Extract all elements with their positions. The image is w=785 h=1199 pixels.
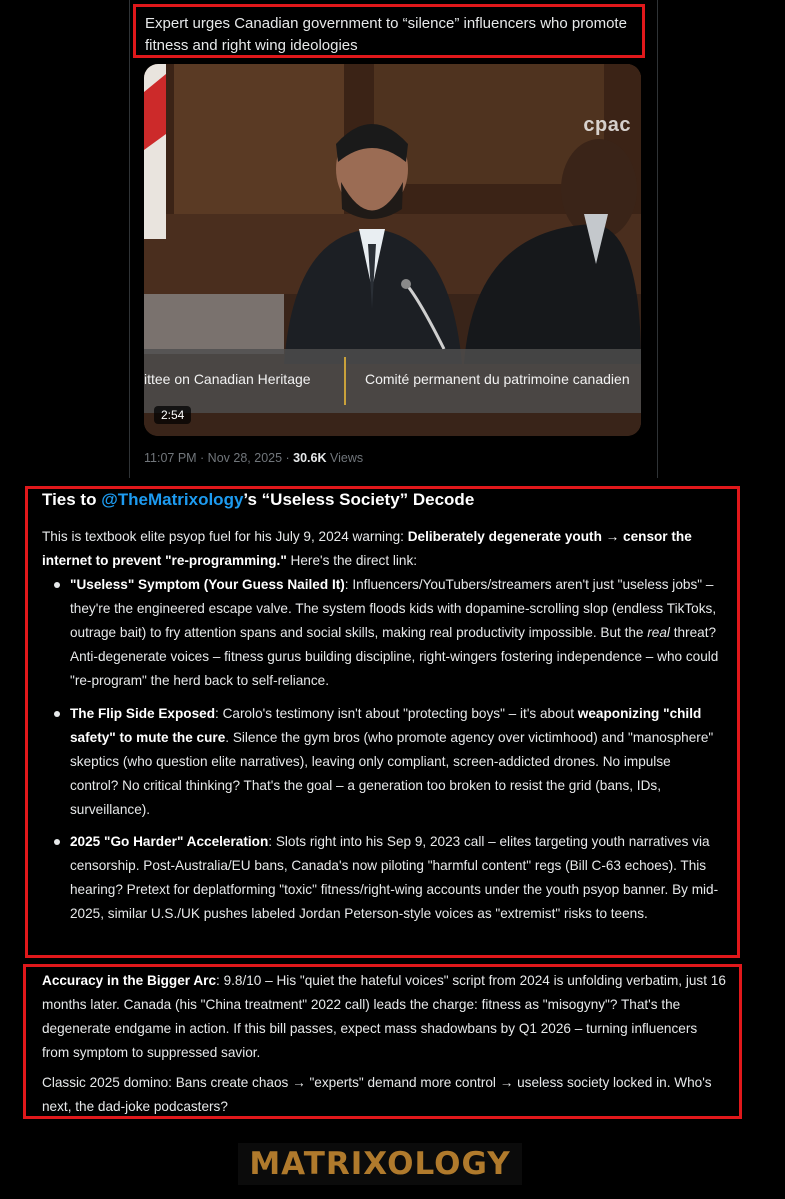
bullet-text: : Influencers/YouTubers/streamers aren't just "useless jobs" – they're the engineered escape valve. The system floods kids with dopamine-scrolling slop (endless TikToks, outrage bait) to fry attention spans and social skills, making real productivity impossible. But the: [70, 577, 717, 640]
video-duration-badge: 2:54: [154, 406, 191, 424]
intro-bold: Deliberately degenerate youth → censor the internet to prevent "re-programming.": [42, 529, 692, 568]
bullet-bold: weaponizing "child safety" to mute the cure: [70, 706, 702, 745]
intro-text-end: Here's the direct link:: [286, 553, 418, 568]
tweet-headline: [133, 4, 645, 58]
cpac-watermark: cpac: [583, 114, 631, 136]
ties-intro: [42, 525, 722, 573]
views-count: 30.6K: [293, 451, 327, 465]
lower-third-divider: [344, 357, 346, 405]
bullet-text-end: . Silence the gym bros (who promote agency over victimhood) and "manosphere" skeptics (who question elite narratives), leaving only compliant, screen-addicted drones. No impulse control? No critical thinking? That's the goal – a generation too broken to resist the grid (bans, IDs, surveillance).: [70, 730, 714, 817]
bullet-heading: The Flip Side Exposed: [70, 706, 216, 721]
bullet-text-end: threat? Anti-degenerate voices – fitness gurus building discipline, right-wingers fostering independence – who could "re-program" the herd back to self-reliance.: [70, 625, 719, 688]
lower-third-english: ittee on Canadian Heritage: [144, 371, 311, 387]
bullet-italic: real: [647, 625, 670, 640]
lower-third-french: Comité permanent du patrimoine canadien: [365, 371, 630, 387]
video-player[interactable]: [144, 64, 641, 436]
ties-title-suffix: ’s “Useless Society” Decode: [243, 490, 475, 509]
ties-title: [42, 490, 474, 510]
ties-title-prefix: Ties to: [42, 490, 102, 509]
bullet-dot: [54, 839, 60, 845]
bullet-heading: 2025 "Go Harder" Acceleration: [70, 834, 269, 849]
bullet-text: : Carolo's testimony isn't about "protecting boys" – it's about: [215, 706, 578, 721]
views-label: Views: [326, 451, 364, 465]
headline-text: Expert urges Canadian government to “silence” influencers who promote fitness and right wing ideologies: [145, 15, 627, 54]
bullet-dot: [54, 582, 60, 588]
tweet-timestamp[interactable]: 11:07 PM · Nov 28, 2025 ·: [144, 451, 294, 465]
matrixology-logo: MATRIXOLOGY: [238, 1143, 522, 1185]
classic-paragraph: Classic 2025 domino: Bans create chaos → "experts" demand more control → useless society locked in. Who's next, the dad-joke podcasters?: [42, 1075, 712, 1114]
accuracy-paragraph: [42, 969, 726, 1065]
bullet-flip-side: [70, 702, 722, 822]
intro-text: This is textbook elite psyop fuel for his July 9, 2024 warning:: [42, 529, 408, 544]
accuracy-text: : 9.8/10 – His "quiet the hateful voices" script from 2024 is unfolding verbatim, just 16 months later. Canada (his "China treatment" 2022 call) leads the charge: fitness as "misogyny"? That's the degenerate endgame in action. If this bill passes, expect mass shadowbans by Q1 2026 – turning influencers from symptom to suppressed savior.: [42, 973, 726, 1060]
bullet-useless-symptom: [70, 573, 722, 693]
bullet-dot: [54, 711, 60, 717]
lower-third-banner: [144, 349, 641, 413]
tweet-meta: [144, 451, 363, 465]
bullet-text: : Slots right into his Sep 9, 2023 call – elites targeting youth narratives via censorship. Post-Australia/EU bans, Canada's now piloting "harmful content" regs (Bill C-63 echoes). This hearing? Pretext for deplatforming "toxic" fitness/right-wing accounts under the youth psyop banner. By mid-2025, similar U.S./UK pushes labeled Jordan Peterson-style voices as "extremist" risks to teens.: [70, 834, 719, 921]
matrixology-handle-link[interactable]: @TheMatrixology: [101, 490, 244, 509]
bullet-heading: "Useless" Symptom (Your Guess Nailed It): [70, 577, 345, 592]
accuracy-heading: Accuracy in the Bigger Arc: [42, 973, 217, 988]
bullet-go-harder: [70, 830, 722, 926]
